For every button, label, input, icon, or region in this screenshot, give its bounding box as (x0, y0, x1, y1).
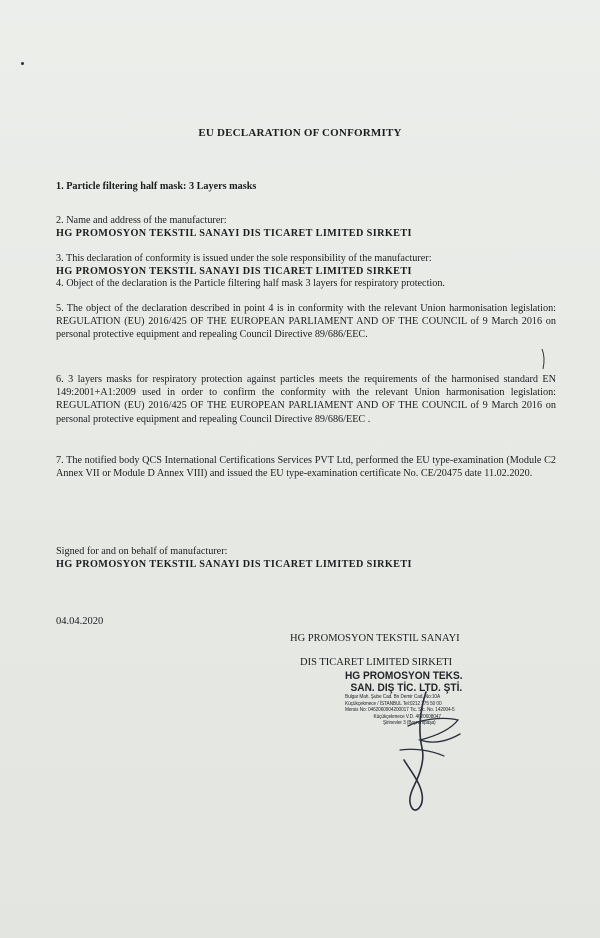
stamp-small-1: Bulgar Mah. Şube Cad. Bn Demir Cad. No:10A (345, 694, 441, 700)
company-line-2: DIS TICARET LIMITED SIRKETI (300, 657, 453, 668)
paragraph-2 (56, 201, 556, 241)
stamp-line-2: SAN. DIŞ TİC. LTD. ŞTİ. (350, 682, 463, 694)
document-title: EU DECLARATION OF CONFORMITY (198, 127, 402, 139)
paragraph-3-text: 3. This declaration of conformity is issued under the sole responsibility of the manufacturer: (56, 253, 432, 265)
signed-paragraph (56, 532, 556, 572)
paragraph-2-text: 2. Name and address of the manufacturer: (56, 215, 227, 227)
paragraph-1: 1. Particle filtering half mask: 3 Layers masks (56, 181, 257, 192)
document-date: 04.04.2020 (56, 616, 104, 627)
paragraph-4: 4. Object of the declaration is the Particle filtering half mask 3 layers for respiratory protection. (56, 278, 445, 289)
paragraph-7: 7. The notified body QCS International Certifications Services PVT Ltd, performed the EU type-examination (Module C2 Annex VII or Module D Annex VIII) and issued the EU type-examination certificate No. CE/20475 date 11.02.2020. (56, 455, 556, 480)
pen-mark-icon (540, 348, 548, 370)
handwritten-signature-icon (380, 690, 470, 820)
paragraph-6: 6. 3 layers masks for respiratory protection against particles meets the requirements of the harmonised standard EN 149:2001+A1:2009 used in order to confirm the conformity with the relevant Union harmonisation legislation: REGULATION (EU) 2016/425 OF THE EUROPEAN PARLIAMENT AND OF THE COUNCIL of 9 March 2016 on personal protective equipment and repealing Council Directive 89/686/EEC . (56, 374, 556, 425)
ink-dot (21, 62, 24, 65)
manufacturer-name-3: HG PROMOSYON TEKSTIL SANAYI DIS TICARET LIMITED SIRKETI (56, 559, 412, 571)
signed-for-text: Signed for and on behalf of manufacturer: (56, 546, 228, 558)
paragraph-5: 5. The object of the declaration described in point 4 is in conformity with the relevant Union harmonisation legislation: REGULATION (EU) 2016/425 OF THE EUROPEAN PARLIAMENT AND OF THE COUNCIL of 9 March 2016 on personal protective equipment and repealing Council Directive 89/686/EEC. (56, 303, 556, 341)
stamp-small-2: Küçükçekmece / İSTANBUL Tel:0212 275 50 00 (345, 700, 442, 707)
stamp-small-5: Şirinevler 3 (Bayrampaşa) (383, 720, 436, 726)
manufacturer-name: HG PROMOSYON TEKSTIL SANAYI DIS TICARET LIMITED SIRKETI (56, 228, 412, 240)
manufacturer-name-2: HG PROMOSYON TEKSTIL SANAYI DIS TICARET LIMITED SIRKETI (56, 266, 412, 278)
paragraph-3 (56, 239, 556, 279)
company-block (286, 627, 566, 675)
company-line-1: HG PROMOSYON TEKSTIL SANAYI (290, 633, 460, 644)
stamp-small-3: Mersis No: 0462060904200017 Tic. Sic. No. 142004-5 (345, 707, 455, 713)
stamp-line-1: HG PROMOSYON TEKS. (345, 670, 463, 682)
stamp-small-4: Küçükçekmece V.D. 4620608047 (373, 713, 441, 720)
